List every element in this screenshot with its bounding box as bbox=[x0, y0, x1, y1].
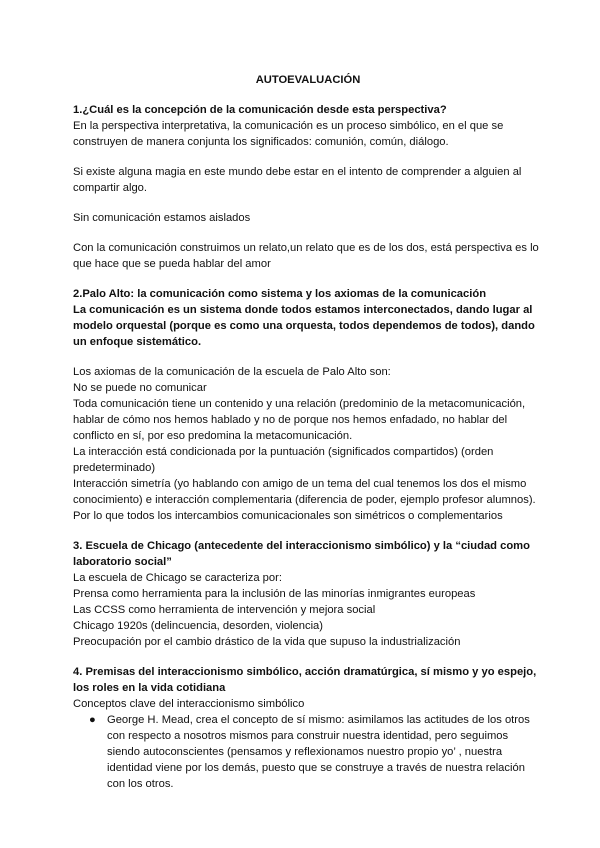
section-1-paragraph: En la perspectiva interpretativa, la comunicación es un proceso simbólico, en el que se construyen de manera conjunta los significados: comunión, común, diálogo. bbox=[73, 120, 504, 148]
document-title: AUTOEVALUACIÓN bbox=[255, 74, 361, 86]
section-2-heading: 2.Palo Alto: la comunicación como sistema y los axiomas de la comunicación bbox=[73, 288, 487, 300]
list-item-text: George H. Mead, crea el concepto de sí mismo: asimilamos las actitudes de los otros con respecto a nosotros mismos para construir nuestra identidad, pero seguimos siendo autoconscientes (pensamos y reflexionamos nuestro propio yo’ , nuestra identidad viene por los demás, puesto que se construye a través de nuestra relación con los otros. bbox=[107, 714, 530, 790]
section-2-bold-paragraph: La comunicación es un sistema donde todos estamos interconectados, dando lugar al modelo orquestal (porque es como una orquesta, todos dependemos de todos), dando un enfoque sistemático. bbox=[73, 304, 535, 348]
axiom-item: Interacción simetría (yo hablando con amigo de un tema del cual tenemos los dos el mismo conocimiento) e interacción complementaria (diferencia de poder, ejemplo profesor alumnos). Por lo que todos los intercambios comunicacionales son simétricos o complementarios bbox=[73, 478, 536, 522]
section-1-heading: 1.¿Cuál es la concepción de la comunicación desde esta perspectiva? bbox=[73, 104, 447, 116]
section-1-paragraph: Con la comunicación construimos un relato,un relato que es de los dos, está perspectiva es lo que hace que se pueda hablar del amor bbox=[73, 242, 539, 270]
document-body bbox=[73, 72, 543, 792]
section-4-heading: 4. Premisas del interaccionismo simbólico, acción dramatúrgica, sí mismo y yo espejo, los roles en la vida cotidiana bbox=[73, 666, 537, 694]
section-3-line: Las CCSS como herramienta de intervención y mejora social bbox=[73, 604, 376, 616]
axiom-item: No se puede no comunicar bbox=[73, 382, 207, 394]
section-1-paragraph: Sin comunicación estamos aislados bbox=[73, 212, 251, 224]
axioms-intro: Los axiomas de la comunicación de la escuela de Palo Alto son: bbox=[73, 366, 391, 378]
bullet-list bbox=[73, 712, 543, 792]
axiom-item: Toda comunicación tiene un contenido y una relación (predominio de la metacomunicación, hablar de cómo nos hemos hablado y no de porque nos hemos enfadado, no hablar del conflicto en sí, por eso predomina la metacomunicación. bbox=[73, 398, 526, 442]
section-3-line: Preocupación por el cambio drástico de la vida que supuso la industrialización bbox=[73, 636, 461, 648]
section-3-heading: 3. Escuela de Chicago (antecedente del interaccionismo simbólico) y la “ciudad como laboratorio social” bbox=[73, 540, 530, 568]
section-3-line: La escuela de Chicago se caracteriza por: bbox=[73, 572, 282, 584]
axiom-item: La interacción está condicionada por la puntuación (significados compartidos) (orden predeterminado) bbox=[73, 446, 494, 474]
section-3-line: Chicago 1920s (delincuencia, desorden, violencia) bbox=[73, 620, 324, 632]
bullet-icon: ● bbox=[89, 714, 96, 726]
section-1-paragraph: Si existe alguna magia en este mundo debe estar en el intento de comprender a alguien al compartir algo. bbox=[73, 166, 522, 194]
section-4-line: Conceptos clave del interaccionismo simbólico bbox=[73, 698, 305, 710]
list-item bbox=[89, 712, 543, 792]
section-3-line: Prensa como herramienta para la inclusión de las minorías inmigrantes europeas bbox=[73, 588, 476, 600]
